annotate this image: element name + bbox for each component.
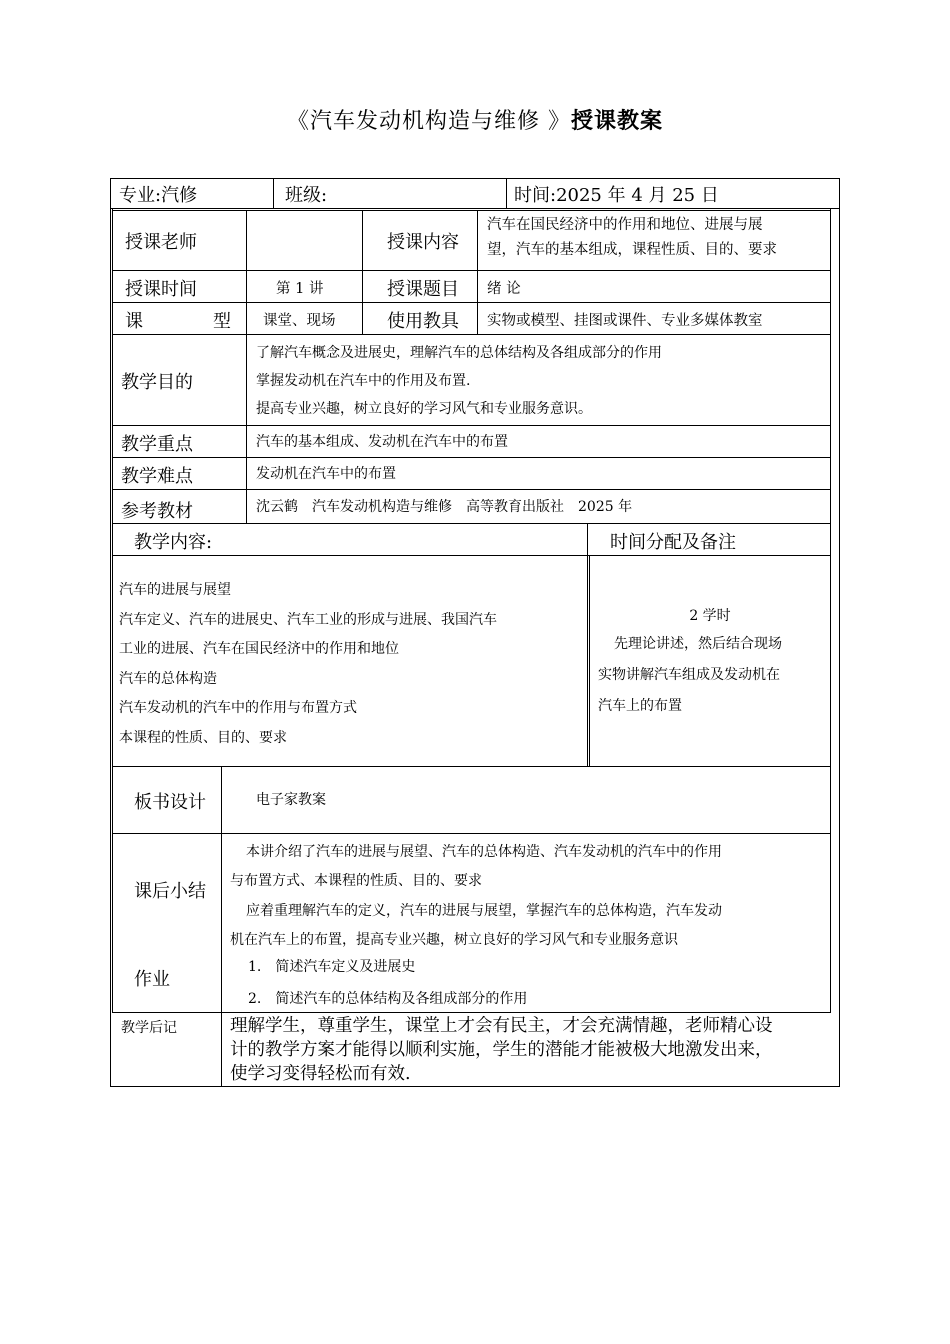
summary-line: 与布置方式、本课程的性质、目的、要求 <box>230 872 482 889</box>
content-header-right: 时间分配及备注 <box>610 532 736 553</box>
objective-item: 掌握发动机在汽车中的作用及布置. <box>256 373 471 389</box>
table-border-bottom <box>110 1086 840 1087</box>
content-item: 汽车定义、汽车的进展史、汽车工业的形成与进展、我国汽车 <box>119 611 497 628</box>
row-divider <box>112 210 831 211</box>
note-line: 汽车上的布置 <box>598 698 682 714</box>
time-notes <box>598 629 782 722</box>
content-item: 汽车的进展与展望 <box>119 582 231 598</box>
content-label: 授课内容 <box>387 232 459 253</box>
tools-value: 实物或模型、挂图或课件、专业多媒体教室 <box>487 313 763 329</box>
col-divider <box>477 210 478 334</box>
lesson-content-line: 汽车在国民经济中的作用和地位、进展与展 <box>487 217 763 233</box>
objectives-label: 教学目的 <box>121 372 193 393</box>
content-item: 汽车的总体构造 <box>119 670 217 687</box>
objectives-list <box>256 339 662 423</box>
content-item: 工业的进展、汽车在国民经济中的作用和地位 <box>119 641 399 657</box>
date-field: 时间:2025 年 4 月 25 日 <box>514 185 719 206</box>
reflection-line: 计的教学方案才能得以顺利实施，学生的潜能才能被极大地激发出来， <box>230 1040 773 1060</box>
tools-label: 使用教具 <box>387 311 459 332</box>
teacher-label: 授课老师 <box>125 232 197 253</box>
reflection-label: 教学后记 <box>121 1020 177 1036</box>
table-border-right <box>839 178 840 1087</box>
row-divider <box>112 270 831 271</box>
summary-text <box>230 838 722 954</box>
row-divider <box>112 489 831 490</box>
reflection-text <box>230 1014 773 1086</box>
inner-frame-left <box>112 208 113 1013</box>
summary-line: 应着重理解汽车的定义，汽车的进展与展望，掌握汽车的总体构造，汽车发动 <box>246 903 722 919</box>
lesson-type-value: 课堂、现场 <box>263 313 336 329</box>
table-border-left <box>110 178 111 1087</box>
topic-label: 授课题目 <box>387 279 459 300</box>
homework-item: 1. 简述汽车定义及进展史 <box>248 959 416 975</box>
summary-line: 机在汽车上的布置，提高专业兴趣，树立良好的学习风气和专业服务意识 <box>230 931 678 948</box>
row-divider <box>112 302 831 303</box>
teaching-hours: 2 学时 <box>689 608 731 624</box>
board-value: 电子家教案 <box>256 792 326 808</box>
document-type: 授课教案 <box>570 109 663 134</box>
lesson-content-line: 望，汽车的基本组成，课程性质、目的、要求 <box>487 242 777 258</box>
objective-item: 了解汽车概念及进展史，理解汽车的总体结构及各组成部分的作用 <box>256 345 662 361</box>
content-header-left: 教学内容: <box>134 532 213 553</box>
type-label-char: 课 <box>125 311 143 332</box>
note-line: 实物讲解汽车组成及发动机在 <box>598 667 780 683</box>
key-points-label: 教学重点 <box>121 434 193 455</box>
row-divider <box>112 523 831 524</box>
summary-label: 课后小结 <box>134 881 206 902</box>
class-field: 班级: <box>285 185 328 206</box>
topic-value: 绪 论 <box>487 281 521 297</box>
difficulties-value: 发动机在汽车中的布置 <box>256 466 396 482</box>
type-label-char: 型 <box>213 311 231 332</box>
row-divider <box>112 457 831 458</box>
homework-item: 2. 简述汽车的总体结构及各组成部分的作用 <box>248 991 528 1007</box>
lesson-content <box>487 213 777 263</box>
col-divider <box>246 334 247 523</box>
homework-label: 作业 <box>134 969 170 990</box>
row-divider <box>110 208 840 209</box>
board-label: 板书设计 <box>134 792 206 813</box>
row-divider <box>112 555 831 556</box>
reference-label: 参考教材 <box>121 501 193 522</box>
teaching-content <box>119 576 497 753</box>
col-divider <box>273 178 274 208</box>
col-divider <box>587 523 588 766</box>
lesson-time-label: 授课时间 <box>125 279 197 300</box>
reflection-line: 理解学生，尊重学生，课堂上才会有民主，才会充满情趣，老师精心设 <box>230 1016 773 1036</box>
content-item: 本课程的性质、目的、要求 <box>119 729 287 746</box>
row-divider <box>112 425 831 426</box>
homework-list <box>248 951 527 1015</box>
col-divider <box>246 210 247 334</box>
col-divider <box>506 178 507 208</box>
content-item: 汽车发动机的汽车中的作用与布置方式 <box>119 700 357 716</box>
inner-frame-right <box>830 208 831 1013</box>
table-border-top <box>110 178 840 179</box>
note-line: 先理论讲述，然后结合现场 <box>614 636 782 652</box>
col-divider <box>362 210 363 334</box>
course-title: 《汽车发动机构造与维修 》 <box>286 109 571 134</box>
reflection-line: 使学习变得轻松而有效. <box>230 1064 411 1084</box>
lesson-number: 第 1 讲 <box>276 281 324 297</box>
reference-value: 沈云鹤 汽车发动机构造与维修 高等教育出版社 2025 年 <box>256 499 633 515</box>
col-divider <box>589 555 590 766</box>
difficulties-label: 教学难点 <box>121 466 193 487</box>
summary-line: 本讲介绍了汽车的进展与展望、汽车的总体构造、汽车发动机的汽车中的作用 <box>246 844 722 860</box>
row-divider <box>112 766 831 767</box>
row-divider <box>112 833 831 834</box>
major-field: 专业:汽修 <box>119 185 198 206</box>
col-divider <box>221 766 222 1086</box>
row-divider <box>112 334 831 335</box>
page-title <box>0 104 950 135</box>
objective-item: 提高专业兴趣，树立良好的学习风气和专业服务意识。 <box>256 401 592 417</box>
key-points-value: 汽车的基本组成、发动机在汽车中的布置 <box>256 434 508 450</box>
